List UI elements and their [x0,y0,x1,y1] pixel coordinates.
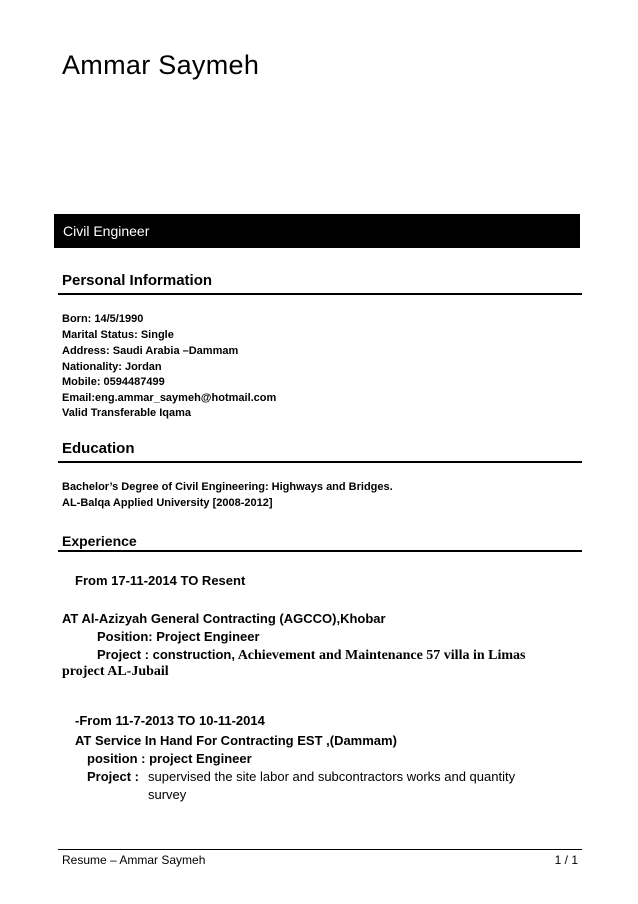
job1-project-label: Project : construction, [97,647,235,662]
title-banner [54,214,580,248]
section-divider [58,550,582,552]
job2-company: AT Service In Hand For Contracting EST ,(Dammam) [75,733,397,748]
job1-period: From 17-11-2014 TO Resent [75,573,246,588]
candidate-name: Ammar Saymeh [62,50,260,80]
education-heading: Education [62,440,135,457]
page-number: 1 / 1 [554,853,578,867]
job1-project-description: Achievement and Maintenance 57 villa in Limas [234,648,526,663]
university-line: AL-Balqa Applied University [2008-2012] [62,497,273,509]
mobile-line: Mobile: 0594487499 [62,376,165,388]
born-line: Born: 14/5/1990 [62,313,144,325]
section-divider [58,293,582,295]
job1-project-continued: project AL-Jubail [62,664,169,679]
email-line: Email:eng.ammar_saymeh@hotmail.com [62,392,277,404]
job1-company: AT Al-Azizyah General Contracting (AGCCO),Khobar [62,611,386,626]
job1-project [97,647,525,664]
job2-period: -From 11-7-2013 TO 10-11-2014 [75,713,265,728]
footer-title: Resume – Ammar Saymeh [62,853,206,867]
footer-divider [58,849,582,850]
section-divider [58,461,582,463]
job1-position: Position: Project Engineer [97,629,260,644]
degree-line: Bachelor’s Degree of Civil Engineering: Highways and Bridges. [62,481,393,493]
iqama-line: Valid Transferable Iqama [62,407,192,419]
marital-status-line: Marital Status: Single [62,329,174,341]
experience-heading: Experience [62,533,137,549]
nationality-line: Nationality: Jordan [62,361,162,373]
address-line: Address: Saudi Arabia –Dammam [62,345,239,357]
job2-project-description: supervised the site labor and subcontractors works and quantity [148,769,516,784]
job-title: Civil Engineer [63,223,150,239]
job2-position: position : project Engineer [87,751,252,766]
job2-project-label: Project : [87,769,140,784]
job2-project-continued: survey [148,787,187,802]
personal-info-heading: Personal Information [62,272,213,289]
